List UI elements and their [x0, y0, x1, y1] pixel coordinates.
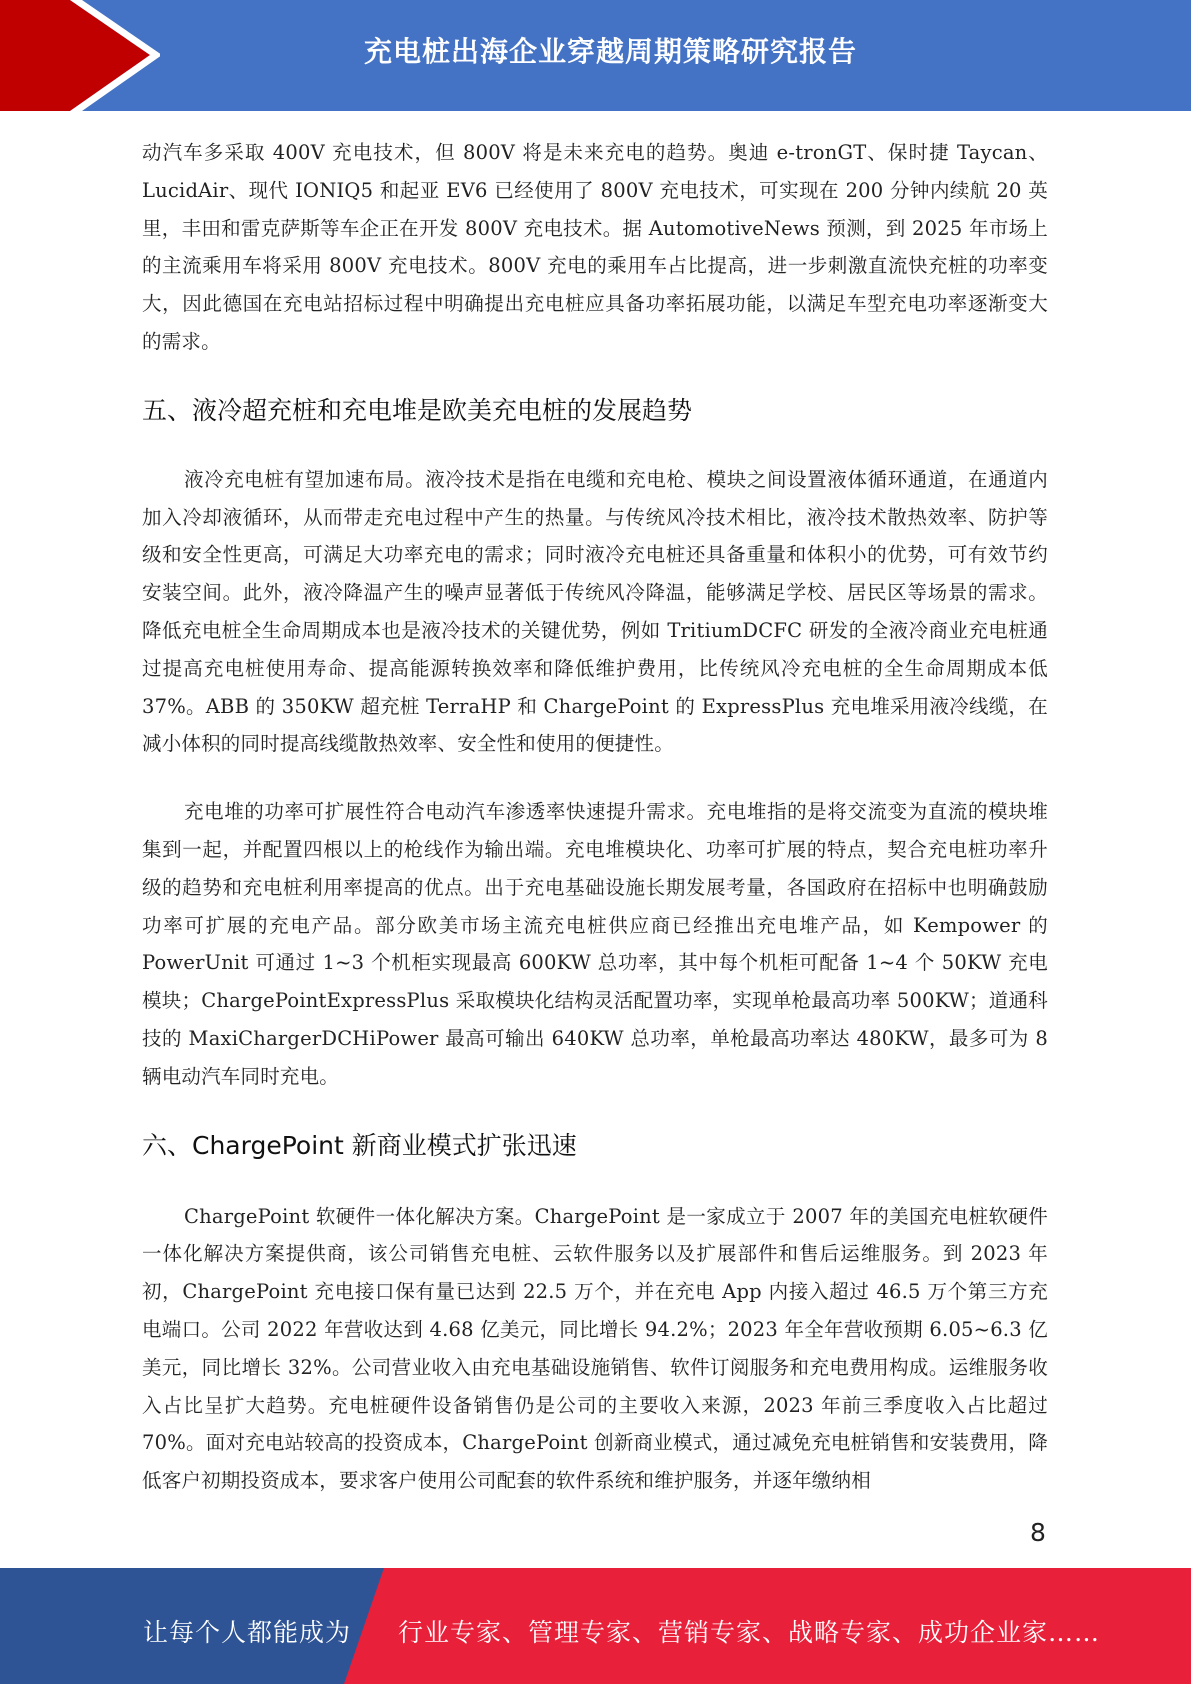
- paragraph-charging-stack: 充电堆的功率可扩展性符合电动汽车渗透率快速提升需求。充电堆指的是将交流变为直流的模块堆集到一起，并配置四根以上的枪线作为输出端。充电堆模块化、功率可扩展的特点，契合充电桩功率升级的趋势和充电桩利用率提高的优点。出于充电基础设施长期发展考量，各国政府在招标中也明确鼓励功率可扩展的充电产品。部分欧美市场主流充电桩供应商已经推出充电堆产品，如 Kempower 的 PowerUnit 可通过 1~3 个机柜实现最高 600KW 总功率，其中每个机柜可配备 1~4 个 50KW 充电模块；ChargePointExpressPlus 采取模块化结构灵活配置功率，实现单枪最高功率 500KW；道通科技的 MaxiChargerDCHiPower 最高可输出 640KW 总功率，单枪最高功率达 480KW，最多可为 8 辆电动汽车同时充电。: [142, 800, 1048, 1088]
- page-header: [0, 0, 1191, 111]
- paragraph-intro: 动汽车多采取 400V 充电技术，但 800V 将是未来充电的趋势。奥迪 e-tronGT、保时捷 Taycan、LucidAir、现代 IONIQ5 和起亚 EV6 已经使用了 800V 充电技术，可实现在 200 分钟内续航 20 英里，丰田和雷克萨斯等车企正在开发 800V 充电技术。据 AutomotiveNews 预测，到 2025 年市场上的主流乘用车将采用 800V 充电技术。800V 充电的乘用车占比提高，进一步刺激直流快充桩的功率变大，因此德国在充电站招标过程中明确提出充电桩应具备功率拓展功能，以满足车型充电功率逐渐变大的需求。: [142, 141, 1048, 353]
- footer-slogan-left: 让每个人都能成为: [143, 1618, 352, 1647]
- footer-slogan-right: 行业专家、管理专家、营销专家、战略专家、成功企业家……: [398, 1618, 1101, 1647]
- paragraph-chargepoint: ChargePoint 软硬件一体化解决方案。ChargePoint 是一家成立于 2007 年的美国充电桩软硬件一体化解决方案提供商，该公司销售充电桩、云软件服务以及扩展部件和售后运维服务。到 2023 年初，ChargePoint 充电接口保有量已达到 22.5 万个，并在充电 App 内接入超过 46.5 万个第三方充电端口。公司 2022 年营收达到 4.68 亿美元，同比增长 94.2%；2023 年全年营收预期 6.05~6.3 亿美元，同比增长 32%。公司营业收入由充电基础设施销售、软件订阅服务和充电费用构成。运维服务收入占比呈扩大趋势。充电桩硬件设备销售仍是公司的主要收入来源，2023 年前三季度收入占比超过 70%。面对充电站较高的投资成本，ChargePoint 创新商业模式，通过减免充电桩销售和安装费用，降低客户初期投资成本，要求客户使用公司配套的软件系统和维护服务，并逐年缴纳相: [142, 1204, 1048, 1493]
- section-heading-6: 六、ChargePoint 新商业模式扩张迅速: [142, 1130, 577, 1160]
- paragraph-liquid-cooling: 液冷充电桩有望加速布局。液冷技术是指在电缆和充电枪、模块之间设置液体循环通道，在通道内加入冷却液循环，从而带走充电过程中产生的热量。与传统风冷技术相比，液冷技术散热效率、防护等级和安全性更高，可满足大功率充电的需求；同时液冷充电桩还具备重量和体积小的优势，可有效节约安装空间。此外，液冷降温产生的噪声显著低于传统风冷降温，能够满足学校、居民区等场景的需求。降低充电桩全生命周期成本也是液冷技术的关键优势，例如 TritiumDCFC 研发的全液冷商业充电桩通过提高充电桩使用寿命、提高能源转换效率和降低维护费用，比传统风冷充电桩的全生命周期成本低 37%。ABB 的 350KW 超充桩 TerraHP 和 ChargePoint 的 ExpressPlus 充电堆采用液冷线缆，在减小体积的同时提高线缆散热效率、安全性和使用的便捷性。: [142, 467, 1048, 756]
- page-number: 8: [1030, 1518, 1046, 1547]
- section-heading-5: 五、液冷超充桩和充电堆是欧美充电桩的发展趋势: [142, 395, 693, 425]
- page-body: [142, 134, 1048, 1500]
- page-footer: [0, 1568, 1191, 1684]
- report-title: 充电桩出海企业穿越周期策略研究报告: [363, 35, 857, 68]
